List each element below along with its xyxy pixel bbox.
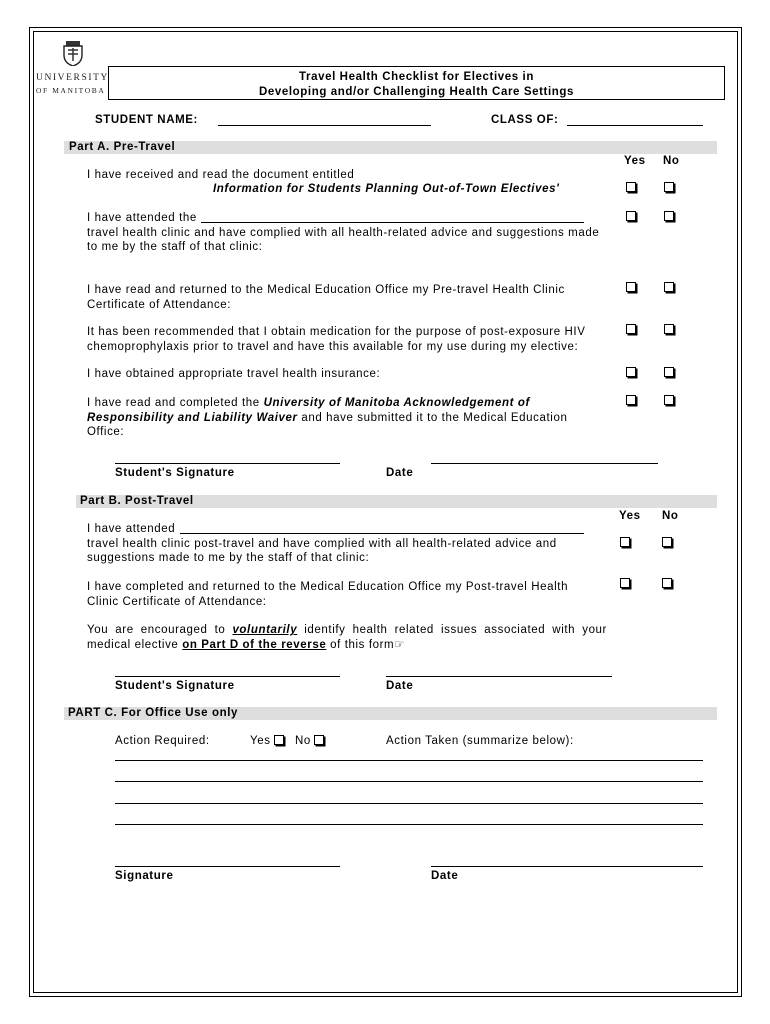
part-a-signature-field[interactable] — [115, 463, 340, 464]
encourage-pre: You are encouraged to — [87, 624, 233, 636]
part-b-no-header: No — [662, 510, 679, 522]
part-b-item2: I have completed and returned to the Medical Education Office my Post-travel Health Clinic Certificate of Attendance: — [87, 581, 569, 608]
part-b-yes-header: Yes — [619, 510, 641, 522]
encourage-post: of this form — [326, 638, 395, 651]
part-b-encouragement — [87, 623, 607, 652]
part-b-heading: Part B. Post-Travel — [80, 495, 194, 507]
part-b-item1-no-checkbox[interactable] — [662, 537, 672, 547]
class-of-field[interactable] — [567, 125, 703, 126]
action-taken-line-3[interactable] — [115, 803, 703, 804]
action-required-no — [295, 735, 324, 747]
waiver-title: University of Manitoba Acknowledgement of Responsibility and Liability Waiver — [87, 397, 530, 424]
action-required-label: Action Required: — [115, 735, 210, 747]
part-a-heading: Part A. Pre-Travel — [69, 141, 176, 153]
part-a-item2-line2: travel health clinic and have complied with all health-related advice and suggestions made — [87, 227, 600, 239]
part-a-date-label: Date — [386, 467, 414, 479]
class-of-label: CLASS OF: — [491, 114, 559, 126]
part-c-heading: PART C. For Office Use only — [68, 707, 238, 719]
part-a-item1-no-checkbox[interactable] — [664, 182, 674, 192]
university-crest-icon — [62, 41, 84, 66]
logo-manitoba: OF MANITOBA — [36, 86, 106, 95]
part-a-signature-label: Student's Signature — [115, 467, 235, 479]
part-a-item6 — [87, 396, 592, 440]
part-b-item1-yes-checkbox[interactable] — [620, 537, 630, 547]
part-b-date-label: Date — [386, 680, 414, 692]
part-b-item1-line1: I have attended — [87, 523, 176, 535]
action-taken-line-2[interactable] — [115, 781, 703, 782]
part-a-date-field[interactable] — [431, 463, 658, 464]
part-a-item6-post: and have submitted it to the Medical Education Office: — [87, 411, 568, 438]
part-a-item5-yes-checkbox[interactable] — [626, 367, 636, 377]
title-line-1: Travel Health Checklist for Electives in — [299, 71, 534, 83]
part-a-item6-yes-checkbox[interactable] — [626, 395, 636, 405]
part-b-clinic-field[interactable] — [180, 533, 584, 534]
part-a-item4-yes-checkbox[interactable] — [626, 324, 636, 334]
part-a-item2-no-checkbox[interactable] — [664, 211, 674, 221]
encourage-mid: identify health related issues associated with your medical elective — [87, 624, 607, 651]
part-a-item4-no-checkbox[interactable] — [664, 324, 674, 334]
pointing-hand-icon: ☞ — [394, 638, 406, 651]
part-a-item6-pre: I have read and completed the — [87, 397, 264, 409]
action-taken-line-1[interactable] — [115, 760, 703, 761]
part-a-item5-no-checkbox[interactable] — [664, 367, 674, 377]
part-b-item2-no-checkbox[interactable] — [662, 578, 672, 588]
part-b-item1-line2: travel health clinic post-travel and have complied with all health-related advice and — [87, 538, 557, 550]
part-b-signature-field[interactable] — [115, 676, 340, 677]
part-b-item1-line3: suggestions made to me by the staff of that clinic: — [87, 552, 370, 564]
part-a-item2-line1: I have attended the — [87, 212, 197, 224]
part-a-item1-line1: I have received and read the document entitled — [87, 169, 355, 181]
part-a-clinic-field[interactable] — [201, 222, 584, 223]
part-a-no-header: No — [663, 155, 680, 167]
action-required-no-label: No — [295, 735, 311, 747]
part-b-date-field[interactable] — [386, 676, 612, 677]
part-a-item3-no-checkbox[interactable] — [664, 282, 674, 292]
part-a-item2-yes-checkbox[interactable] — [626, 211, 636, 221]
action-taken-label: Action Taken (summarize below): — [386, 735, 574, 747]
part-a-item1-line2: Information for Students Planning Out-of-Town Electives' — [213, 183, 560, 195]
part-a-item3-yes-checkbox[interactable] — [626, 282, 636, 292]
part-a-item5: I have obtained appropriate travel health insurance: — [87, 368, 381, 380]
part-a-item1-yes-checkbox[interactable] — [626, 182, 636, 192]
office-date-label: Date — [431, 870, 459, 882]
logo-university: UNIVERSITY — [36, 73, 109, 83]
part-b-signature-label: Student's Signature — [115, 680, 235, 692]
office-signature-field[interactable] — [115, 866, 340, 867]
student-name-field[interactable] — [218, 125, 431, 126]
office-date-field[interactable] — [431, 866, 703, 867]
part-a-yes-header: Yes — [624, 155, 646, 167]
student-name-label: STUDENT NAME: — [95, 114, 198, 126]
title-line-2: Developing and/or Challenging Health Care Settings — [259, 86, 574, 98]
action-required-yes — [250, 735, 284, 747]
part-b-item2-yes-checkbox[interactable] — [620, 578, 630, 588]
encourage-part-d: on Part D of the reverse — [182, 638, 327, 651]
part-a-item2-line3: to me by the staff of that clinic: — [87, 241, 263, 253]
part-a-item3: I have read and returned to the Medical Education Office my Pre-travel Health Clinic Certificate of Attendance: — [87, 284, 565, 311]
title-box — [108, 66, 725, 100]
action-required-no-checkbox[interactable] — [314, 735, 324, 745]
encourage-voluntarily: voluntarily — [232, 624, 298, 636]
office-signature-label: Signature — [115, 870, 174, 882]
part-a-item4: It has been recommended that I obtain medication for the purpose of post-exposure HIV chemoprophylaxis prior to travel and have this available for my use during my elective: — [87, 326, 586, 353]
part-a-item6-no-checkbox[interactable] — [664, 395, 674, 405]
action-taken-line-4[interactable] — [115, 824, 703, 825]
action-required-yes-label: Yes — [250, 735, 271, 747]
action-required-yes-checkbox[interactable] — [274, 735, 284, 745]
